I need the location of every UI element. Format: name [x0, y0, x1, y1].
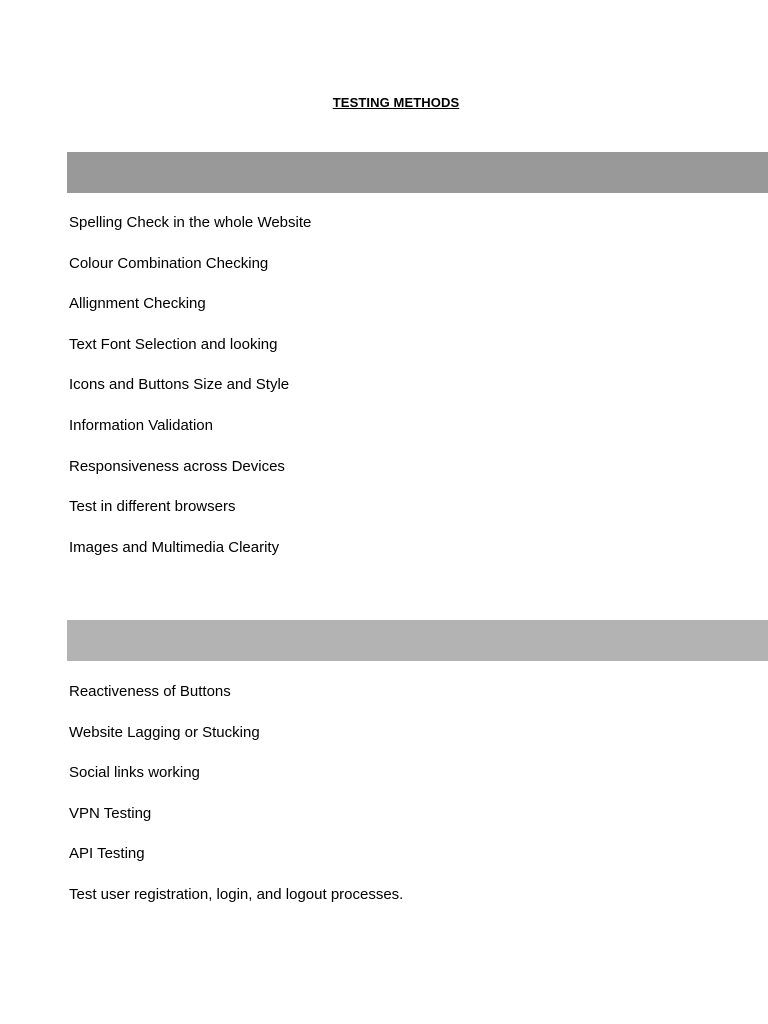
section-header-bar-1	[67, 152, 768, 193]
testing-method-list-2	[69, 683, 403, 927]
list-item: Images and Multimedia Clearity	[69, 538, 280, 556]
list-item: Responsiveness across Devices	[69, 457, 285, 475]
list-item: Allignment Checking	[69, 295, 206, 313]
testing-method-list-1	[69, 214, 311, 579]
list-item: Text Font Selection and looking	[69, 335, 278, 353]
list-item: Information Validation	[69, 416, 213, 434]
section-header-bar-2	[67, 620, 768, 661]
list-item: VPN Testing	[69, 804, 152, 822]
list-item: Social links working	[69, 764, 200, 782]
list-item: Test user registration, login, and logout processes.	[69, 885, 404, 903]
list-item: Website Lagging or Stucking	[69, 723, 260, 741]
list-item: Spelling Check in the whole Website	[69, 214, 312, 231]
list-item: API Testing	[69, 845, 145, 863]
list-item: Test in different browsers	[69, 498, 236, 516]
list-item: Colour Combination Checking	[69, 254, 269, 272]
page-title: TESTING METHODS	[332, 95, 460, 110]
list-item: Icons and Buttons Size and Style	[69, 376, 290, 394]
list-item: Reactiveness of Buttons	[69, 683, 231, 700]
